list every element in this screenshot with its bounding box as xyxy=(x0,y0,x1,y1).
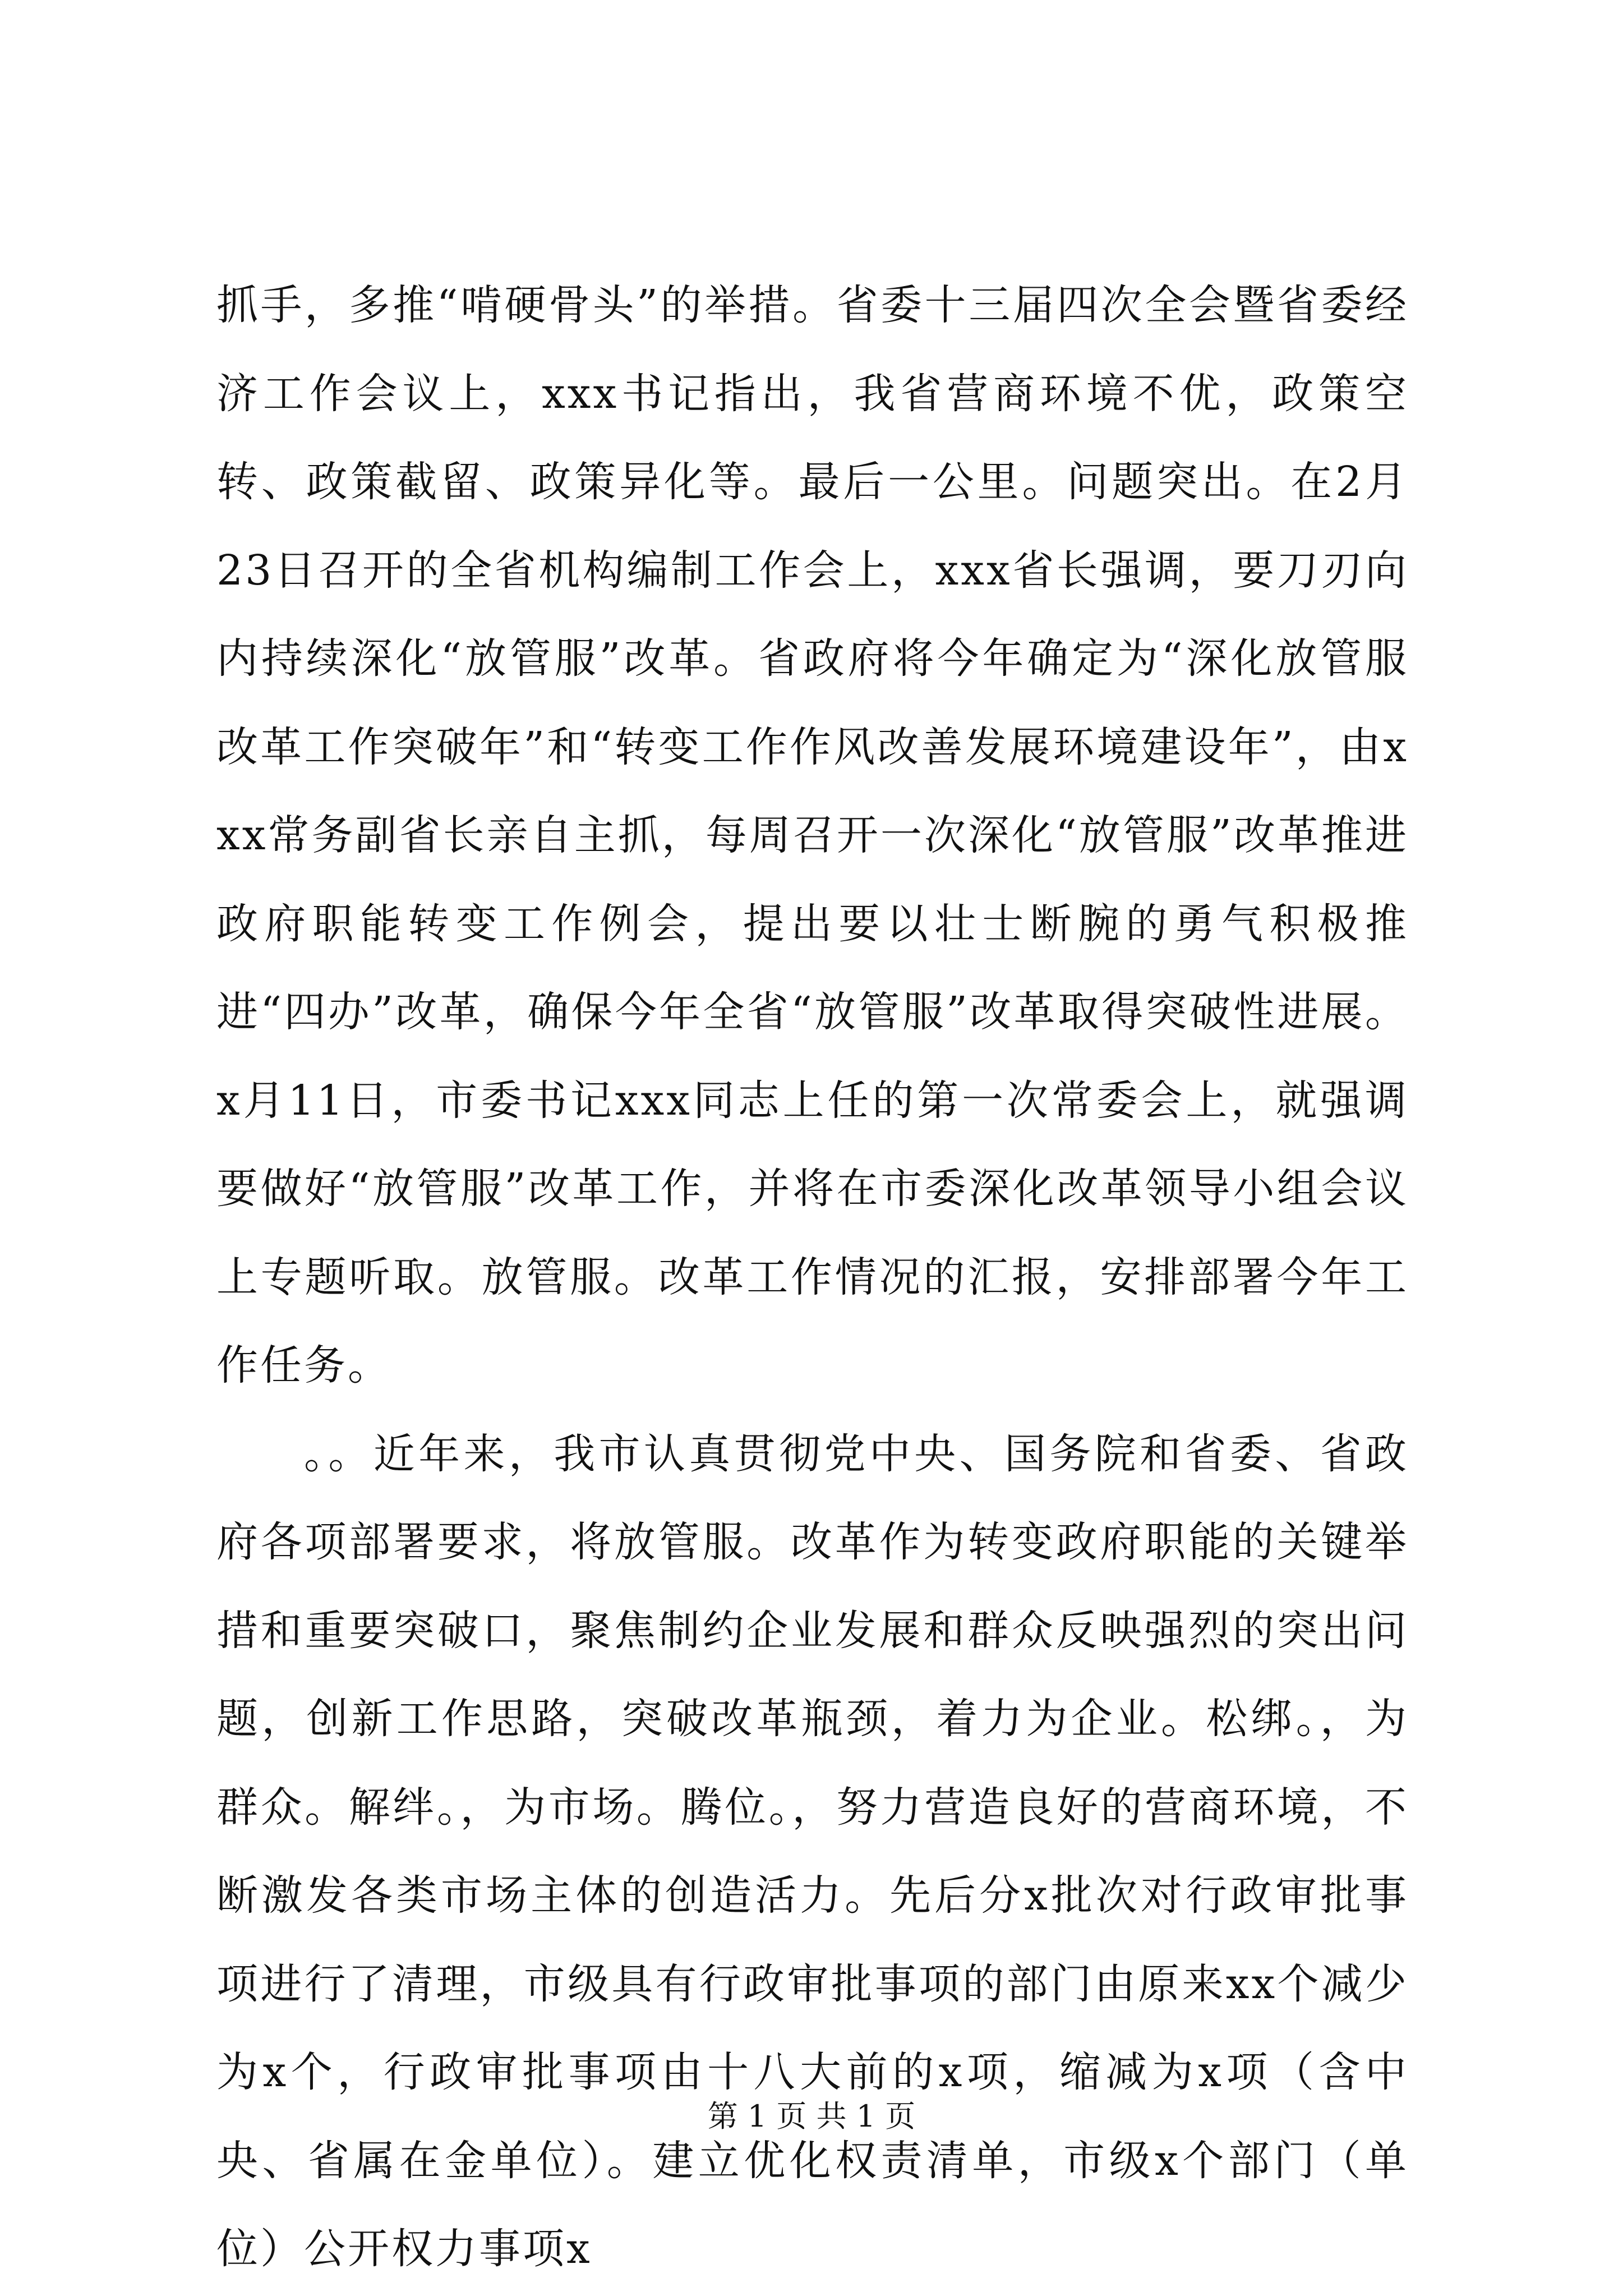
document-body xyxy=(216,261,1409,2294)
page-footer: 第 1 页 共 1 页 xyxy=(707,2099,916,2134)
paragraph-1: 抓手，多推“啃硬骨头”的举措。省委十三届四次全会暨省委经济工作会议上，xxx书记指出，我省营商环境不优，政策空转、政策截留、政策异化等。最后一公里。问题突出。在2月23日召开的全省机构编制工作会上，xxx省长强调，要刀刃向内持续深化“放管服”改革。省政府将今年确定为“深化放管服改革工作突破年”和“转变工作作风改善发展环境建设年”，由xxx常务副省长亲自主抓，每周召开一次深化“放管服”改革推进政府职能转变工作例会，提出要以壮士断腕的勇气积极推进“四办”改革，确保今年全省“放管服”改革取得突破性进展。x月11日，市委书记xxx同志上任的第一次常委会上，就强调要做好“放管服”改革工作，并将在市委深化改革领导小组会议上专题听取。放管服。改革工作情况的汇报，安排部署今年工作任务。 xyxy=(216,281,1409,1389)
paragraph-2: 。。近年来，我市认真贯彻党中央、国务院和省委、省政府各项部署要求，将放管服。改革作为转变政府职能的关键举措和重要突破口，聚焦制约企业发展和群众反映强烈的突出问题，创新工作思路，突破改革瓶颈，着力为企业。松绑。，为群众。解绊。，为市场。腾位。，努力营造良好的营商环境，不断激发各类市场主体的创造活力。先后分x批次对行政审批事项进行了清理，市级具有行政审批事项的部门由原来xx个减少为x个，行政审批事项由十八大前的x项，缩减为x项（含中央、省属在金单位）。建立优化权责清单，市级x个部门（单位）公开权力事项x xyxy=(216,1429,1409,2273)
